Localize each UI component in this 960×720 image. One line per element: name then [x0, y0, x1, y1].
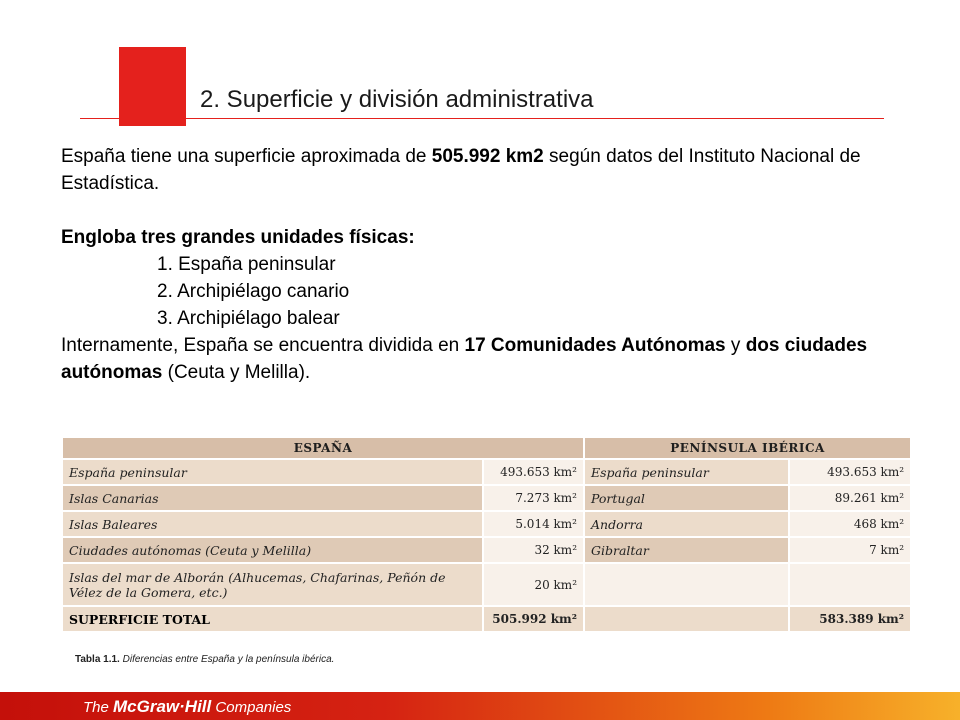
total-label: SUPERFICIE TOTAL: [62, 606, 483, 632]
espana-label: España peninsular: [62, 459, 483, 485]
table-row: [62, 537, 911, 563]
comparison-table: [61, 436, 912, 633]
table-total-row: [62, 606, 911, 632]
logo-companies: Companies: [211, 699, 292, 716]
peninsula-value: 7 km²: [789, 537, 911, 563]
table-caption: [75, 654, 334, 665]
espana-label: Islas Canarias: [62, 485, 483, 511]
division-text-2: y: [725, 335, 746, 356]
table-header-row: [62, 437, 911, 459]
peninsula-value: 493.653 km²: [789, 459, 911, 485]
peninsula-label: Gibraltar: [584, 537, 789, 563]
espana-value: 32 km²: [483, 537, 584, 563]
comparison-table-wrapper: [61, 436, 910, 638]
espana-value: 5.014 km²: [483, 511, 584, 537]
unit-item: 2. Archipiélago canario: [157, 281, 350, 302]
table-row: [62, 511, 911, 537]
header-peninsula: PENÍNSULA IBÉRICA: [584, 437, 911, 459]
table-row: [62, 459, 911, 485]
slide-body: [61, 143, 881, 386]
title-underline: [80, 118, 884, 119]
area-text-2: según datos del Instituto Nacional de Estadística.: [61, 146, 861, 194]
peninsula-value: 89.261 km²: [789, 485, 911, 511]
unit-item: 3. Archipiélago balear: [157, 308, 340, 329]
total-peninsula-label: [584, 606, 789, 632]
header-espana: ESPAÑA: [62, 437, 584, 459]
units-heading: Engloba tres grandes unidades físicas:: [61, 227, 415, 248]
espana-value: 20 km²: [483, 563, 584, 606]
division-text-3: (Ceuta y Melilla).: [162, 362, 311, 383]
total-peninsula-value: 583.389 km²: [789, 606, 911, 632]
peninsula-label: España peninsular: [584, 459, 789, 485]
division-paragraph: [61, 332, 881, 386]
slide-title: 2. Superficie y división administrativa: [200, 86, 594, 113]
autonomous-cities: dos ciudades autónomas: [61, 335, 868, 383]
area-text-1: España tiene una superficie aproximada de: [61, 146, 432, 167]
caption-text: Diferencias entre España y la península ibérica.: [122, 654, 335, 665]
peninsula-label: Andorra: [584, 511, 789, 537]
division-text-1: Internamente, España se encuentra dividida en: [61, 335, 465, 356]
espana-value: 493.653 km²: [483, 459, 584, 485]
peninsula-label: Portugal: [584, 485, 789, 511]
espana-label: Ciudades autónomas (Ceuta y Melilla): [62, 537, 483, 563]
logo-the: The: [83, 699, 114, 716]
peninsula-value-empty: [789, 563, 911, 606]
area-paragraph: [61, 143, 881, 197]
total-espana-value: 505.992 km²: [483, 606, 584, 632]
unit-item: 1. España peninsular: [157, 254, 336, 275]
espana-label: Islas del mar de Alborán (Alhucemas, Chafarinas, Peñón de Vélez de la Gomera, etc.): [62, 563, 483, 606]
title-accent-block: [119, 47, 186, 126]
publisher-logo: [83, 697, 291, 717]
peninsula-value: 468 km²: [789, 511, 911, 537]
table-row: [62, 563, 911, 606]
area-value: 505.992 km2: [431, 146, 544, 167]
logo-name: McGraw·Hill: [113, 697, 212, 716]
espana-label: Islas Baleares: [62, 511, 483, 537]
caption-label: Tabla 1.1.: [75, 654, 120, 665]
espana-value: 7.273 km²: [483, 485, 584, 511]
table-row: [62, 485, 911, 511]
communities-count: 17 Comunidades Autónomas: [464, 335, 726, 356]
peninsula-label-empty: [584, 563, 789, 606]
